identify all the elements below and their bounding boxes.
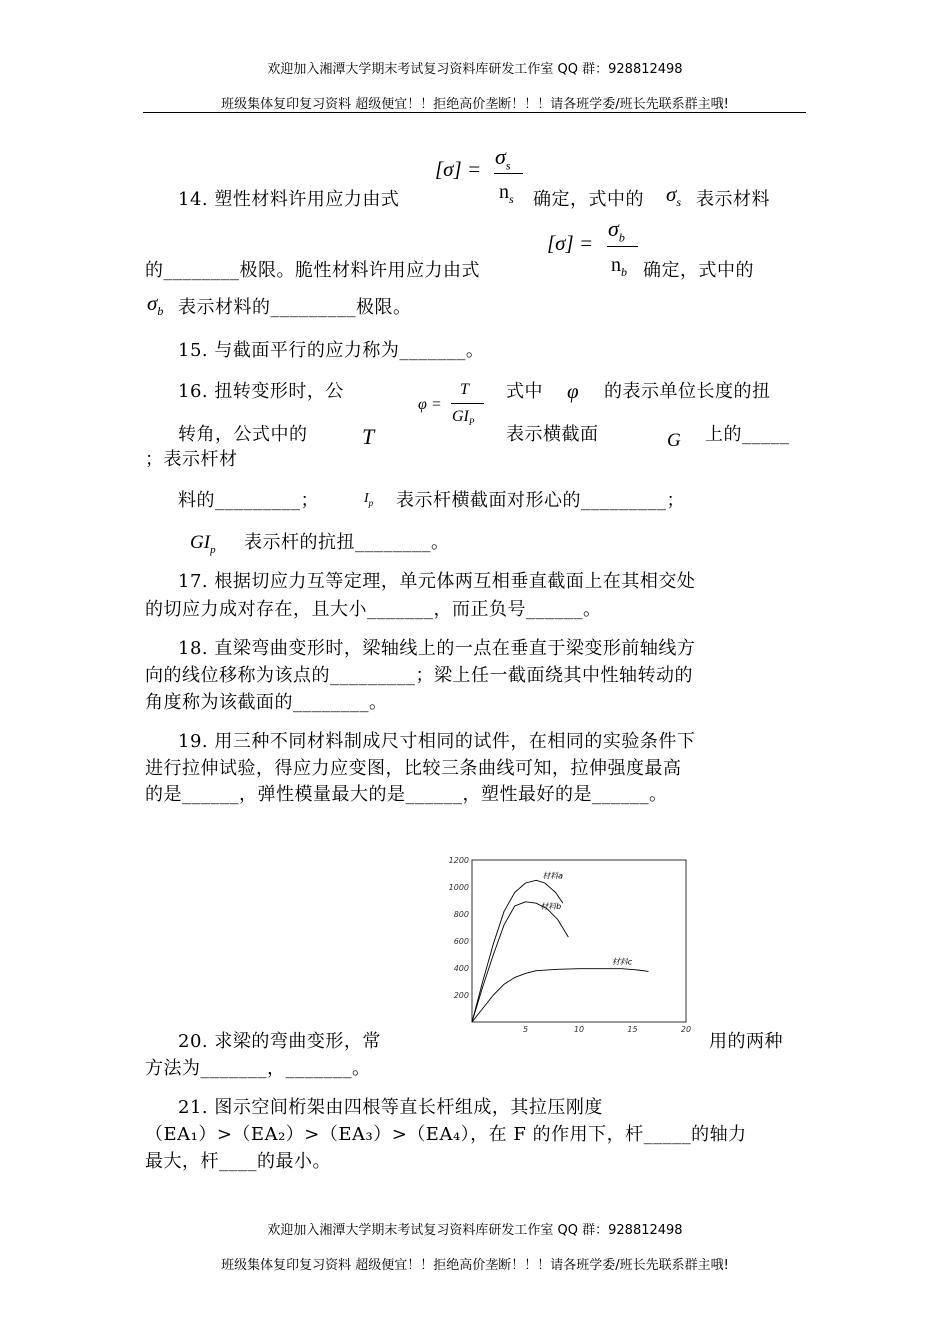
series-label-1: 材料b	[540, 902, 562, 912]
q20-text-2: 用的两种	[709, 1031, 783, 1052]
formula-phi-eq: φ =	[418, 396, 442, 413]
formula-sigma-b-numerator: $\sigma_b$	[608, 216, 625, 245]
q19-line-3: 的是______，弹性模量最大的是______，塑性最好的是______。	[145, 784, 668, 805]
formula-bracket-sigma: [σ] =	[435, 157, 482, 181]
sigma-s-symbol: $\sigma_s$	[666, 182, 682, 210]
y-tick-label-3: 800	[453, 910, 469, 919]
q17-line-2: 的切应力成对存在，且大小_______，而正负号______。	[145, 599, 602, 620]
header-rule	[143, 112, 806, 113]
q20-text-3: 方法为_______，_______。	[145, 1058, 371, 1079]
x-tick-label-0: 5	[522, 1025, 529, 1034]
x-tick-label-1: 10	[573, 1025, 585, 1034]
q21-line-3: 最大，杆____的最小。	[145, 1151, 331, 1172]
q16-text-10: 表示杆的抗扭________。	[244, 532, 450, 553]
fraction-line	[494, 173, 523, 174]
q16-text-5: 表示横截面	[506, 424, 599, 445]
header-line-1: 欢迎加入湘潭大学期末考试复习资料库研发工作室 QQ 群：928812498	[267, 62, 683, 77]
Ip-symbol: $I_p$	[364, 491, 374, 508]
series-line-2	[472, 969, 649, 1022]
y-tick-label-5: 1200	[448, 856, 469, 865]
formula-sigma-s-numerator: $\sigma_s$	[495, 144, 511, 173]
formula-T-numerator: T	[460, 381, 469, 398]
q14-text-2: 确定，式中的	[533, 189, 644, 210]
q16-text-4: 转角，公式中的	[178, 424, 308, 445]
footer-line-2: 班级集体复印复习资料 超级便宜！！拒绝高价垄断！！！请各班学委/班长先联系群主哦!	[221, 1258, 729, 1273]
q14-text-1: 14. 塑性材料许用应力由式	[178, 189, 400, 210]
q16-text-8: 料的_________；	[178, 490, 319, 511]
header-line-2: 班级集体复印复习资料 超级便宜！！拒绝高价垄断！！！请各班学委/班长先联系群主哦!	[221, 97, 729, 112]
T-symbol: T	[362, 424, 375, 449]
q17-line-1: 17. 根据切应力互等定理，单元体两互相垂直截面上在其相交处	[178, 571, 696, 592]
q14-text-5: 确定，式中的	[643, 260, 754, 281]
y-tick-label-4: 1000	[448, 883, 469, 892]
q19-line-1: 19. 用三种不同材料制成尺寸相同的试件，在相同的实验条件下	[178, 731, 696, 752]
q16-text-9: 表示杆横截面对形心的_________；	[396, 490, 685, 511]
fraction-line-3	[451, 403, 484, 404]
phi-symbol: φ	[567, 379, 579, 403]
series-label-2: 材料c	[611, 957, 633, 967]
q16-text-3: 的表示单位长度的扭	[604, 381, 771, 402]
footer-line-1: 欢迎加入湘潭大学期末考试复习资料库研发工作室 QQ 群：928812498	[267, 1223, 683, 1238]
q14-text-4: 的________极限。脆性材料许用应力由式	[145, 260, 480, 281]
q18-line-3: 角度称为该截面的________。	[145, 692, 388, 713]
q18-line-2: 向的线位移称为该点的_________；梁上任一截面绕其中性轴转动的	[145, 665, 693, 686]
chart-plot-frame	[472, 860, 686, 1022]
GIp-symbol: $GI_p$	[190, 532, 216, 556]
sigma-b-symbol: $\sigma_b$	[147, 291, 164, 319]
x-tick-label-2: 15	[627, 1025, 638, 1034]
q16-text-7: ；表示杆材	[145, 449, 238, 470]
q21-line-2: （EA₁）>（EA₂）>（EA₃）>（EA₄），在 F 的作用下，杆_____的轴力	[145, 1124, 747, 1145]
stress-strain-chart	[440, 852, 700, 1042]
q18-line-1: 18. 直梁弯曲变形时，梁轴线上的一点在垂直于梁变形前轴线方	[178, 638, 696, 659]
q16-text-6: 上的_____	[705, 424, 790, 445]
y-tick-label-2: 600	[453, 937, 469, 946]
q20-text-1: 20. 求梁的弯曲变形，常	[178, 1031, 381, 1052]
formula-n-s-denominator: $n_s$	[499, 181, 514, 206]
q19-line-2: 进行拉伸试验，得应力应变图，比较三条曲线可知，拉伸强度最高	[145, 758, 682, 779]
formula-bracket-sigma-2: [σ] =	[547, 231, 594, 255]
q16-text-1: 16. 扭转变形时，公	[178, 381, 344, 402]
formula-n-b-denominator: $n_b$	[611, 254, 627, 279]
formula-GIp-denominator: $GI_P$	[452, 408, 475, 428]
q15-text: 15. 与截面平行的应力称为_______。	[178, 340, 485, 361]
y-tick-label-1: 400	[453, 964, 469, 973]
q21-line-1: 21. 图示空间桁架由四根等直长杆组成，其拉压刚度	[178, 1097, 603, 1118]
q14-text-6: 表示材料的_________极限。	[178, 297, 412, 318]
x-tick-label-3: 20	[680, 1025, 692, 1034]
fraction-line-2	[607, 246, 638, 247]
q16-text-2: 式中	[506, 381, 543, 402]
G-symbol: G	[667, 430, 681, 451]
y-tick-label-0: 200	[453, 991, 469, 1000]
q14-text-3: 表示材料	[696, 189, 770, 210]
series-label-0: 材料a	[542, 871, 564, 881]
